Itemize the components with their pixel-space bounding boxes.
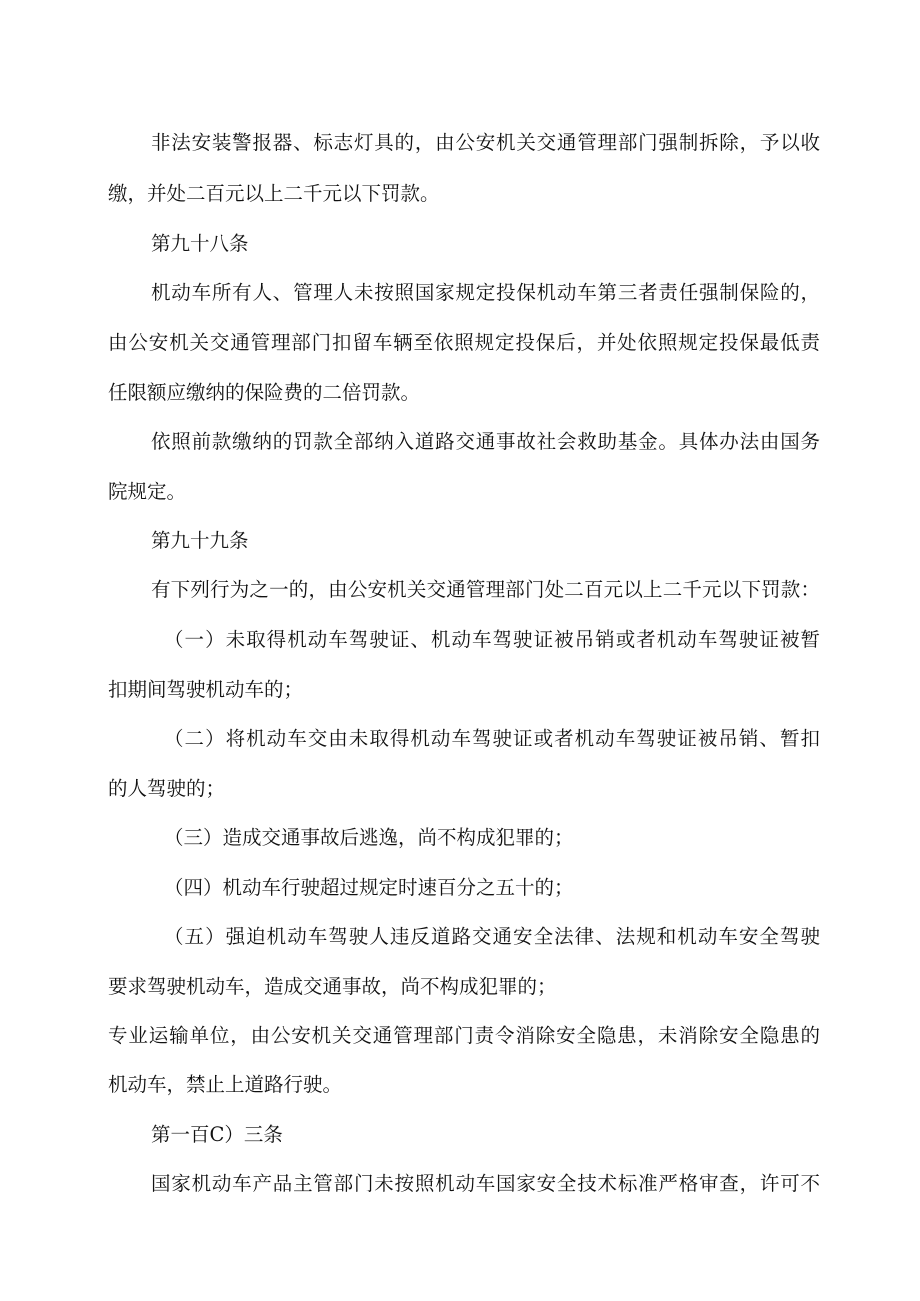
list-item-line: 扣期间驾驶机动车的； xyxy=(108,678,304,701)
list-item-line: （一）未取得机动车驾驶证、机动车驾驶证被吊销或者机动车驾驶证被暂 xyxy=(164,628,820,651)
article-heading: 第九十九条 xyxy=(151,529,249,552)
paragraph-line: 专业运输单位，由公安机关交通管理部门责令消除安全隐患，未消除安全隐患的 xyxy=(108,1024,820,1047)
list-item-line: （二）将机动车交由未取得机动车驾驶证或者机动车驾驶证被吊销、暂扣 xyxy=(164,727,820,750)
paragraph-line: 机动车所有人、管理人未按照国家规定投保机动车第三者责任强制保险的， xyxy=(151,281,820,304)
list-item-line: （五）强迫机动车驾驶人违反道路交通安全法律、法规和机动车安全驾驶 xyxy=(164,925,820,948)
list-item-line: （三）造成交通事故后逃逸，尚不构成犯罪的； xyxy=(164,826,574,849)
list-item-line: （四）机动车行驶超过规定时速百分之五十的； xyxy=(164,876,574,899)
paragraph-line: 机动车，禁止上道路行驶。 xyxy=(108,1073,343,1096)
article-heading: 第九十八条 xyxy=(151,232,249,255)
paragraph-line: 院规定。 xyxy=(108,480,187,503)
article-heading: 第一百C）三条 xyxy=(151,1123,283,1146)
paragraph-line: 由公安机关交通管理部门扣留车辆至依照规定投保后，并处依照规定投保最低责 xyxy=(108,331,820,354)
paragraph-line: 有下列行为之一的，由公安机关交通管理部门处二百元以上二千元以下罚款： xyxy=(151,578,820,601)
list-item-line: 的人驾驶的； xyxy=(108,777,226,800)
paragraph-line: 任限额应缴纳的保险费的二倍罚款。 xyxy=(108,381,421,404)
list-item-line: 要求驾驶机动车，造成交通事故，尚不构成犯罪的； xyxy=(108,975,557,998)
paragraph-line: 缴，并处二百元以上二千元以下罚款。 xyxy=(108,182,440,205)
paragraph-line: 非法安装警报器、标志灯具的，由公安机关交通管理部门强制拆除，予以收 xyxy=(151,131,820,154)
paragraph-line: 依照前款缴纳的罚款全部纳入道路交通事故社会救助基金。具体办法由国务 xyxy=(151,430,820,453)
paragraph-line: 国家机动车产品主管部门未按照机动车国家安全技术标准严格审查，许可不 xyxy=(151,1172,820,1195)
